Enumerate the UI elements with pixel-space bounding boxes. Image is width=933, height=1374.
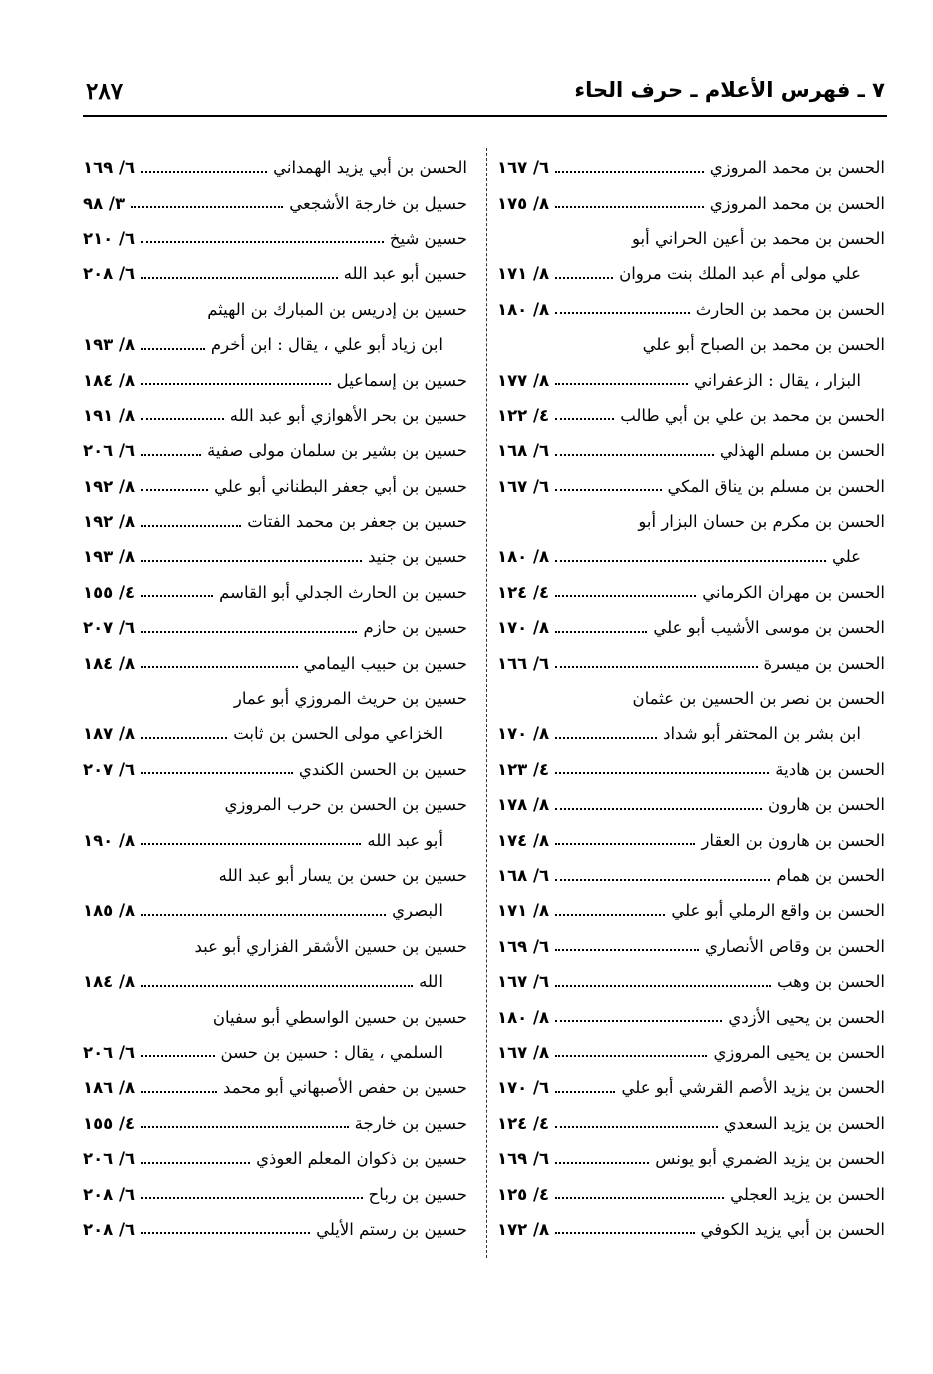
dot-leader [555,808,762,810]
entry-reference: ٦/ ١٦٨ [497,441,550,461]
entry-reference: ٦/ ٢٠٧ [83,618,136,638]
dot-leader [555,383,688,385]
column-divider [486,148,487,1258]
entry-reference: ٦/ ١٦٧ [497,158,550,178]
index-column-left [83,150,467,1247]
dot-leader [555,631,647,633]
dot-leader [555,985,771,987]
entry-name: حسين بن رباح [368,1184,467,1204]
index-column-right [497,150,885,1247]
entry-reference: ٨/ ١٩٢ [83,512,136,532]
entry-name: حسين بن بحر الأهوازي أبو عبد الله [229,405,467,425]
entry-name: السلمي ، يقال : حسين بن حسن [220,1042,443,1062]
index-entry [497,256,885,291]
dot-leader [555,489,661,491]
index-entry [497,610,885,645]
dot-leader [141,1232,310,1234]
index-entry [83,469,467,504]
dot-leader [141,348,205,350]
dot-leader [555,454,714,456]
index-entry [83,575,467,610]
entry-name: الحسن بن محمد بن الصباح أبو علي [642,335,885,355]
entry-name: حسين بن حسين الواسطي أبو سفيان [212,1007,467,1027]
index-entry [83,1035,467,1070]
index-entry [497,292,885,327]
entry-reference: ٨/ ١٧١ [497,901,550,921]
entry-name: الحسن بن أبي يزيد الهمداني [273,158,467,178]
entry-name: الحسن بن يحيى المروزي [713,1042,885,1062]
entry-reference: ٨/ ١٦٧ [497,1042,550,1062]
index-entry [497,752,885,787]
index-entry [83,1106,467,1141]
dot-leader [141,418,224,420]
index-entry [83,858,467,893]
dot-leader [555,1055,707,1057]
entry-name: الحسن بن همام [776,866,885,885]
entry-reference: ٦/ ١٦٩ [497,936,550,956]
dot-leader [141,985,413,987]
entry-name: حسين بن جنيد [368,547,467,567]
entry-name: حسين بن حبيب اليمامي [303,653,467,673]
dot-leader [141,1055,214,1057]
index-entry [497,327,885,362]
entry-name: ابن زياد أبو علي ، يقال : ابن أخرم [210,335,443,355]
entry-reference: ٦/ ١٦٧ [497,476,550,496]
entry-reference: ٨/ ١٨٦ [83,1078,136,1098]
entry-name: حسين بن إدريس بن المبارك بن الهيثم [207,299,467,319]
entry-reference: ٦/ ٢٠٦ [83,441,136,461]
index-entry [497,858,885,893]
entry-name: الحسن بن محمد بن علي بن أبي طالب [620,405,885,425]
entry-name: الحسن بن مهران الكرماني [702,582,885,602]
entry-reference: ٦/ ٢٠٧ [83,759,136,779]
index-entry [497,362,885,397]
index-entry [497,1035,885,1070]
entry-reference: ٨/ ١٨٤ [83,653,136,673]
dot-leader [555,666,757,668]
entry-name: الحسن بن مسلم الهذلي [719,441,885,461]
dot-leader [141,560,362,562]
entry-reference: ٦/ ١٦٨ [497,866,550,885]
entry-name: الحسن بن وقاص الأنصاري [704,936,885,956]
entry-name: حسين بن الحارث الجدلي أبو القاسم [219,582,467,602]
index-entry [497,893,885,928]
entry-reference: ٤/ ١٢٤ [497,582,550,602]
entry-reference: ٤/ ١٢٢ [497,405,550,425]
index-entry [83,539,467,574]
index-entry [83,681,467,716]
entry-reference: ٦/ ١٦٧ [497,972,550,992]
index-entry [497,398,885,433]
entry-reference: ٤/ ١٢٣ [497,759,550,779]
dot-leader [141,843,361,845]
entry-reference: ٤/ ١٢٥ [497,1184,550,1204]
dot-leader [131,206,283,208]
entry-name: البصري [392,901,443,921]
entry-reference: ٤/ ١٥٥ [83,582,136,602]
entry-reference: ٦/ ١٦٦ [497,653,550,673]
dot-leader [555,772,769,774]
dot-leader [555,1232,694,1234]
entry-name: علي مولى أم عبد الملك بنت مروان [619,264,861,284]
entry-reference: ٨/ ١٩٣ [83,335,136,355]
index-entry [83,433,467,468]
dot-leader [555,312,690,314]
entry-reference: ٦/ ٢١٠ [83,228,136,248]
entry-reference: ٦/ ٢٠٨ [83,1219,136,1239]
entry-reference: ٦/ ٢٠٦ [83,1042,136,1062]
dot-leader [555,1091,615,1093]
dot-leader [141,595,213,597]
index-entry [83,787,467,822]
index-entry [497,150,885,185]
entry-name: علي [831,547,861,567]
entry-reference: ٦/ ١٧٠ [497,1078,550,1098]
dot-leader [141,277,338,279]
index-entry [83,1070,467,1105]
entry-reference: ٤/ ١٥٥ [83,1113,136,1133]
index-entry [497,504,885,539]
index-entry [497,681,885,716]
index-entry [497,433,885,468]
index-entry [83,610,467,645]
entry-name: الحسن بن محمد بن أعين الحراني أبو [632,228,885,248]
entry-name: حسين بن الحسن بن حرب المروزي [224,795,467,815]
index-entry [83,964,467,999]
index-entry [83,999,467,1034]
dot-leader [555,277,613,279]
index-entry [83,327,467,362]
entry-name: الحسن بن هارون [768,795,885,815]
header-rule [83,115,887,117]
index-entry [497,575,885,610]
entry-reference: ٨/ ١٨٧ [83,724,136,744]
index-entry [497,716,885,751]
entry-name: الحسن بن محمد المروزي [709,193,885,213]
entry-name: الحسن بن محمد بن الحارث [695,299,885,319]
entry-name: الحسن بن يزيد السعدي [723,1113,885,1133]
entry-name: حسين بن حازم [363,618,467,638]
dot-leader [555,1162,649,1164]
dot-leader [555,206,704,208]
entry-name: البزار ، يقال : الزعفراني [693,370,861,390]
index-entry [83,362,467,397]
dot-leader [141,383,331,385]
dot-leader [141,737,227,739]
index-entry [83,292,467,327]
index-entry [497,1212,885,1247]
index-entry [83,1141,467,1176]
index-entry [497,964,885,999]
entry-name: الحسن بن يزيد الأصم القرشي أبو علي [621,1078,885,1098]
entry-reference: ٨/ ١٧٥ [497,193,550,213]
index-entry [497,221,885,256]
dot-leader [555,949,699,951]
entry-reference: ٨/ ١٨٤ [83,370,136,390]
index-entry [83,929,467,964]
entry-name: الحسن بن محمد المروزي [709,158,885,178]
entry-name: حسين بن حريث المروزي أبو عمار [233,689,467,709]
entry-name: حسين بن حفص الأصبهاني أبو محمد [223,1078,467,1098]
entry-name: حسين بن إسماعيل [336,370,467,390]
entry-reference: ٨/ ١٧٧ [497,370,550,390]
entry-reference: ٨/ ١٧٨ [497,795,550,815]
entry-name: حسين شيخ [389,228,467,248]
index-entry [83,256,467,291]
entry-reference: ٨/ ١٨٠ [497,547,550,567]
entry-name: حسين بن الحسن الكندي [298,759,467,779]
entry-name: الحسن بن نصر بن الحسين بن عثمان [632,689,885,709]
index-entry [497,822,885,857]
entry-reference: ٦/ ٢٠٨ [83,1184,136,1204]
entry-name: الحسن بن يزيد الضمري أبو يونس [655,1149,885,1169]
dot-leader [141,525,241,527]
entry-reference: ٦/ ٢٠٦ [83,1149,136,1169]
entry-reference: ٨/ ١٨٥ [83,901,136,921]
dot-leader [141,171,267,173]
index-entry [497,1141,885,1176]
index-entry [497,1106,885,1141]
entry-reference: ٨/ ١٧٤ [497,830,550,850]
index-entry [497,1176,885,1211]
entry-name: حسين بن بشير بن سلمان مولى صفية [207,441,467,461]
dot-leader [141,631,357,633]
dot-leader [141,1126,349,1128]
index-entry [497,539,885,574]
dot-leader [141,772,293,774]
entry-reference: ٦/ ١٦٩ [497,1149,550,1169]
entry-name: حسيل بن خارجة الأشجعي [289,193,467,213]
dot-leader [555,737,657,739]
entry-name: أبو عبد الله [367,830,443,850]
entry-reference: ٤/ ١٢٤ [497,1113,550,1133]
dot-leader [555,1197,724,1199]
entry-reference: ٦/ ١٦٩ [83,158,136,178]
index-entry [83,752,467,787]
dot-leader [555,843,695,845]
entry-reference: ٨/ ١٩٠ [83,830,136,850]
entry-name: الحسن بن يزيد العجلي [730,1184,885,1204]
index-entry [497,1070,885,1105]
dot-leader [555,418,614,420]
index-entry [83,398,467,433]
dot-leader [555,560,826,562]
entry-reference: ٨/ ١٩٣ [83,547,136,567]
entry-name: الحسن بن يحيى الأزدي [728,1007,885,1027]
index-entry [497,185,885,220]
index-entry [83,1176,467,1211]
entry-name: الحسن بن موسى الأشيب أبو علي [653,618,885,638]
entry-name: الحسن بن ميسرة [763,653,885,673]
entry-reference: ٨/ ١٨٠ [497,299,550,319]
index-entry [83,822,467,857]
index-entry [497,929,885,964]
entry-reference: ٨/ ١٧٢ [497,1219,550,1239]
dot-leader [141,1162,250,1164]
entry-reference: ٨/ ١٧٠ [497,618,550,638]
entry-reference: ٣/ ٩٨ [83,193,126,213]
entry-name: حسين بن جعفر بن محمد الفتات [247,512,467,532]
entry-name: الحسن بن واقع الرملي أبو علي [671,901,885,921]
dot-leader [555,1020,722,1022]
index-entry [83,893,467,928]
entry-name: الحسن بن هارون بن العقار [701,830,885,850]
dot-leader [555,879,770,881]
entry-name: الحسن بن مسلم بن يناق المكي [667,476,885,496]
dot-leader [555,171,704,173]
entry-name: حسين بن أبي جعفر البطناني أبو علي [214,476,467,496]
entry-name: الحسن بن مكرم بن حسان البزار أبو [638,512,885,532]
index-entry [83,504,467,539]
entry-name: الحسن بن أبي يزيد الكوفي [700,1219,885,1239]
entry-reference: ٨/ ١٩١ [83,405,136,425]
entry-name: الخزاعي مولى الحسن بن ثابت [233,724,443,744]
entry-name: الله [419,972,443,992]
index-entry [83,716,467,751]
dot-leader [141,489,208,491]
dot-leader [141,1197,363,1199]
dot-leader [141,454,201,456]
entry-name: ابن بشر بن المحتفر أبو شداد [663,724,861,744]
entry-reference: ٨/ ١٨٤ [83,972,136,992]
index-entry [497,469,885,504]
entry-reference: ٦/ ٢٠٨ [83,264,136,284]
entry-name: حسين بن حسين الأشقر الفزاري أبو عبد [194,936,467,956]
entry-name: حسين بن رستم الأيلي [316,1219,467,1239]
dot-leader [141,914,386,916]
entry-reference: ٨/ ١٧١ [497,264,550,284]
entry-name: حسين بن خارجة [354,1113,467,1133]
index-entry [83,221,467,256]
dot-leader [141,666,297,668]
entry-name: الحسن بن وهب [776,972,885,992]
entry-reference: ٨/ ١٧٠ [497,724,550,744]
entry-name: حسين بن حسن بن يسار أبو عبد الله [218,866,467,885]
index-entry [497,999,885,1034]
entry-name: حسين بن ذكوان المعلم العوذي [256,1149,467,1169]
entry-name: حسين أبو عبد الله [343,264,467,284]
entry-reference: ٨/ ١٩٢ [83,476,136,496]
entry-name: الحسن بن هادية [775,759,885,779]
dot-leader [555,914,665,916]
dot-leader [141,241,384,243]
index-entry [497,645,885,680]
index-entry [83,1212,467,1247]
index-entry [83,645,467,680]
dot-leader [555,595,696,597]
index-entry [83,185,467,220]
page-header [86,78,885,112]
dot-leader [555,1126,718,1128]
dot-leader [141,1091,217,1093]
running-head: ٧ ـ فهرس الأعلام ـ حرف الحاء [574,78,885,102]
entry-reference: ٨/ ١٨٠ [497,1007,550,1027]
page-number: ٢٨٧ [86,78,124,105]
index-entry [497,787,885,822]
index-entry [83,150,467,185]
